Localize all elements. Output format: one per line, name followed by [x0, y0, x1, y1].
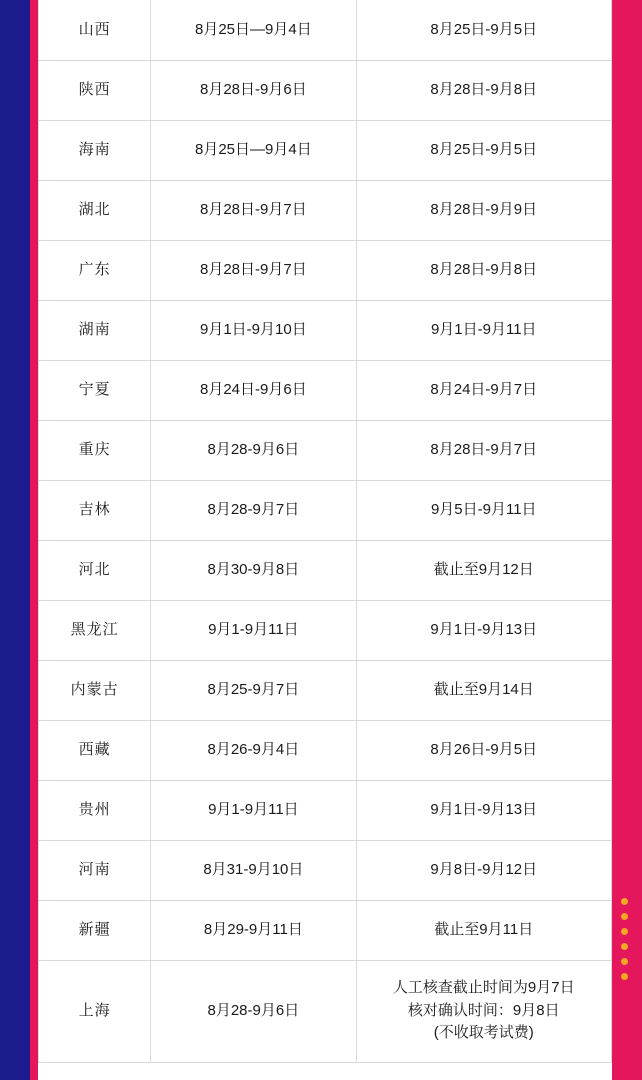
deadline-lines [361, 379, 607, 402]
province-cell: 上海 [39, 960, 151, 1062]
period-cell: 8月24日-9月6日 [151, 360, 356, 420]
deadline-cell [356, 600, 611, 660]
province-cell: 内蒙古 [39, 660, 151, 720]
table-row [39, 780, 612, 840]
period-cell: 9月1-9月11日 [151, 780, 356, 840]
bottom-left-accent [0, 920, 30, 1080]
dot-icon [621, 943, 628, 950]
province-cell: 山西 [39, 0, 151, 60]
deadline-lines [361, 679, 607, 702]
province-cell: 河南 [39, 840, 151, 900]
period-cell: 8月28-9月7日 [151, 480, 356, 540]
deadline-lines [361, 977, 607, 1045]
province-cell: 陕西 [39, 60, 151, 120]
deadline-lines [361, 919, 607, 942]
province-cell: 宁夏 [39, 360, 151, 420]
deadline-line: 8月24日-9月7日 [430, 380, 538, 398]
province-cell: 海南 [39, 120, 151, 180]
deadline-line: 人工核查截止时间为9月7日 [392, 979, 575, 997]
table-row [39, 660, 612, 720]
deadline-line: 9月1日-9月13日 [430, 800, 538, 818]
deadline-lines [361, 79, 607, 102]
province-cell: 广东 [39, 240, 151, 300]
deadline-line: 8月26日-9月5日 [430, 740, 538, 758]
province-cell: 黑龙江 [39, 600, 151, 660]
period-cell: 8月28日-9月7日 [151, 240, 356, 300]
deadline-cell [356, 840, 611, 900]
deadline-cell [356, 180, 611, 240]
table-row [39, 0, 612, 60]
table-row [39, 480, 612, 540]
province-cell: 湖南 [39, 300, 151, 360]
deadline-cell [356, 300, 611, 360]
deadline-line: 9月5日-9月11日 [430, 500, 537, 518]
deadline-cell [356, 540, 611, 600]
deadline-line: 8月28日-9月8日 [430, 260, 538, 278]
deadline-lines [361, 319, 607, 342]
deadline-cell [356, 900, 611, 960]
deadline-line: 截止至9月14日 [433, 680, 534, 698]
deadline-cell [356, 720, 611, 780]
deadline-lines [361, 859, 607, 882]
deadline-line: 9月1日-9月13日 [430, 620, 538, 638]
period-cell: 9月1-9月11日 [151, 600, 356, 660]
period-cell: 8月28日-9月7日 [151, 180, 356, 240]
province-cell: 吉林 [39, 480, 151, 540]
period-cell: 8月25-9月7日 [151, 660, 356, 720]
table-row [39, 600, 612, 660]
table-row [39, 900, 612, 960]
table-row [39, 60, 612, 120]
deadline-line: 9月8日-9月12日 [430, 860, 538, 878]
period-cell: 8月30-9月8日 [151, 540, 356, 600]
dot-icon [621, 928, 628, 935]
deadline-line: 截止至9月12日 [433, 560, 534, 578]
decorative-dots [621, 898, 628, 980]
province-cell: 西藏 [39, 720, 151, 780]
deadline-cell [356, 360, 611, 420]
deadline-lines [361, 499, 607, 522]
table-row [39, 720, 612, 780]
province-cell: 新疆 [39, 900, 151, 960]
deadline-line: 核对确认时间：9月8日 [407, 1001, 560, 1019]
deadline-lines [361, 559, 607, 582]
table-row [39, 120, 612, 180]
province-cell: 重庆 [39, 420, 151, 480]
table-row [39, 360, 612, 420]
deadline-lines [361, 259, 607, 282]
period-cell: 8月28-9月6日 [151, 420, 356, 480]
deadline-lines [361, 619, 607, 642]
deadline-cell [356, 0, 611, 60]
schedule-table-body [39, 0, 612, 1062]
deadline-cell [356, 420, 611, 480]
province-cell: 湖北 [39, 180, 151, 240]
table-row [39, 420, 612, 480]
dot-icon [621, 913, 628, 920]
period-cell: 8月28-9月6日 [151, 960, 356, 1062]
dot-icon [621, 958, 628, 965]
dot-icon [621, 898, 628, 905]
deadline-cell [356, 780, 611, 840]
deadline-line: 截止至9月11日 [434, 920, 534, 938]
deadline-cell [356, 960, 611, 1062]
deadline-cell [356, 120, 611, 180]
deadline-line: 8月25日-9月5日 [430, 140, 538, 158]
deadline-cell [356, 240, 611, 300]
schedule-card [38, 0, 612, 1080]
table-row [39, 300, 612, 360]
province-cell: 贵州 [39, 780, 151, 840]
period-cell: 8月25日—9月4日 [151, 120, 356, 180]
deadline-cell [356, 480, 611, 540]
dot-icon [621, 973, 628, 980]
province-cell: 河北 [39, 540, 151, 600]
period-cell: 8月25日—9月4日 [151, 0, 356, 60]
table-row [39, 180, 612, 240]
table-row [39, 540, 612, 600]
deadline-line: 9月1日-9月11日 [430, 320, 537, 338]
deadline-lines [361, 739, 607, 762]
schedule-table [38, 0, 612, 1063]
deadline-line: 8月28日-9月7日 [430, 440, 538, 458]
period-cell: 8月28日-9月6日 [151, 60, 356, 120]
deadline-line: 8月28日-9月8日 [430, 80, 538, 98]
period-cell: 8月31-9月10日 [151, 840, 356, 900]
period-cell: 9月1日-9月10日 [151, 300, 356, 360]
period-cell: 8月29-9月11日 [151, 900, 356, 960]
table-row [39, 240, 612, 300]
period-cell: 8月26-9月4日 [151, 720, 356, 780]
table-row [39, 840, 612, 900]
deadline-lines [361, 199, 607, 222]
deadline-cell [356, 660, 611, 720]
deadline-lines [361, 439, 607, 462]
deadline-line: 8月25日-9月5日 [430, 20, 538, 38]
deadline-lines [361, 139, 607, 162]
deadline-line: (不收取考试费) [433, 1024, 534, 1042]
table-row [39, 960, 612, 1062]
deadline-lines [361, 799, 607, 822]
left-blue-band [0, 0, 30, 1080]
deadline-line: 8月28日-9月9日 [430, 200, 538, 218]
deadline-lines [361, 19, 607, 42]
deadline-cell [356, 60, 611, 120]
